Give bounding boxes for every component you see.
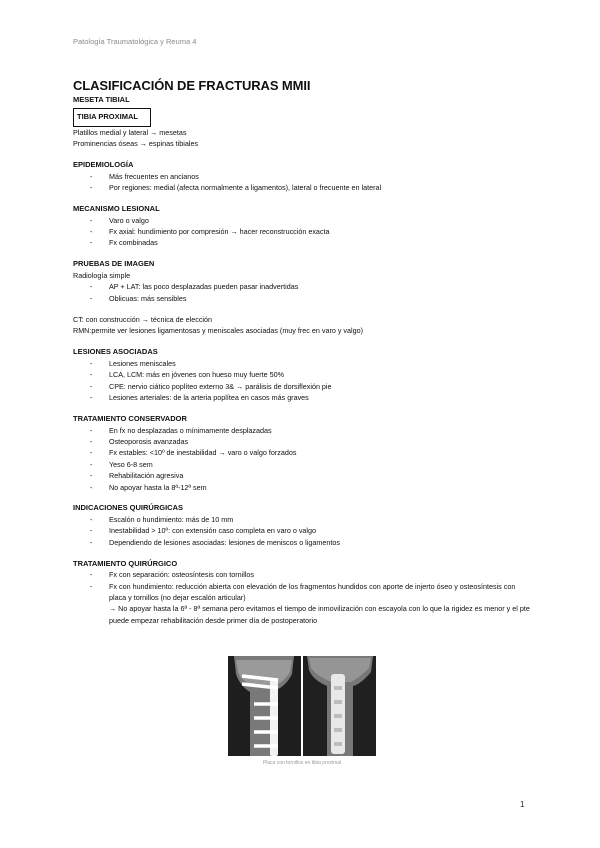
list-item: - Fx estables: <10º de inestabilidad → varo o valgo forzados: [73, 447, 533, 458]
xray-image-ap: [228, 656, 301, 756]
section-heading-quirurgico: TRATAMIENTO QUIRÚRGICO: [73, 558, 178, 568]
list-item: - Oblicuas: más sensibles: [73, 293, 533, 304]
section-heading-conservador: TRATAMIENTO CONSERVADOR: [73, 414, 187, 423]
list-mecanismo: [73, 215, 533, 249]
list-item: - Fx con separación: osteosíntesis con tornillos: [73, 569, 533, 580]
section-heading-indicaciones: INDICACIONES QUIRÚRGICAS: [73, 503, 184, 513]
list-item: - Yeso 6-8 sem: [73, 459, 533, 470]
list-item: - Por regiones: medial (afecta normalmente a ligamentos), lateral o frecuente en lateral: [73, 182, 533, 193]
figure-caption: Placa con tornillos en tibia proximal: [262, 760, 342, 766]
ct-line: CT: con construcción → técnica de elección: [73, 315, 213, 325]
list-item: - Rehabilitación agresiva: [73, 470, 533, 481]
list-item: - Fx combinadas: [73, 237, 533, 248]
section-heading-mecanismo: MECANISMO LESIONAL: [73, 204, 160, 214]
xray-figure: [228, 656, 376, 756]
running-header: Patología Traumatológica y Reuma 4: [73, 37, 197, 46]
list-conservador: [73, 425, 533, 493]
intro-line: Platillos medial y lateral → mesetas: [73, 128, 187, 137]
list-item: - Lesiones arteriales: de la arteria poplítea en casos más graves: [73, 392, 533, 403]
list-item: - En fx no desplazadas o mínimamente desplazadas: [73, 425, 533, 436]
list-item: - CPE: nervio ciático poplíteo externo 3& → parálisis de dorsiflexión pie: [73, 381, 533, 392]
page-number: 1: [520, 800, 525, 809]
list-item: - Inestabilidad > 10º: con extensión caso completa en varo o valgo: [73, 525, 533, 536]
list-item: - LCA, LCM: más en jóvenes con hueso muy fuerte 50%: [73, 369, 533, 380]
section-heading-lesiones: LESIONES ASOCIADAS: [73, 347, 158, 357]
list-item: - Fx axial: hundimiento por compresión → hacer reconstrucción exacta: [73, 226, 533, 237]
list-pruebas: [73, 281, 533, 304]
list-item: - Más frecuentes en ancianos: [73, 171, 533, 182]
section-heading-pruebas: PRUEBAS DE IMAGEN: [73, 259, 155, 269]
list-item: - No apoyar hasta la 8ª-12ª sem: [73, 482, 533, 493]
boxed-label: TIBIA PROXIMAL: [73, 108, 151, 127]
list-item: - Fx con hundimiento: reducción abierta con elevación de los fragmentos hundidos con aporte de injerto óseo y osteosíntesis con placa y tornillos (no dejar escalón articular): [73, 581, 533, 604]
page-title: CLASIFICACIÓN DE FRACTURAS MMII: [73, 78, 311, 93]
list-item: - AP + LAT: las poco desplazadas pueden pasar inadvertidas: [73, 281, 533, 292]
rmn-line: RMN:permite ver lesiones ligamentosas y meniscales asociadas (muy frec en varo y valgo): [73, 326, 364, 336]
list-epidemiologia: [73, 171, 533, 194]
list-quirurgico: [73, 569, 533, 603]
list-item: - Escalón o hundimiento: más de 10 mm: [73, 514, 533, 525]
subtitle: MESETA TIBIAL: [73, 95, 130, 104]
list-lesiones: [73, 358, 533, 404]
pruebas-intro: Radiología simple: [73, 270, 131, 280]
list-indicaciones: [73, 514, 533, 548]
list-item: - Varo o valgo: [73, 215, 533, 226]
list-item: - Osteoporosis avanzadas: [73, 436, 533, 447]
section-heading-epidemiologia: EPIDEMIOLOGÍA: [73, 160, 134, 170]
document-body: [73, 78, 533, 626]
xray-image-lateral: [303, 656, 376, 756]
postop-note: → No apoyar hasta la 6ª - 8ª semana pero evitamos el tiempo de inmovilización con escayola con lo que la rigidez es menor y el pte puede empezar rehabilitación desde primer día de postoperatorio: [109, 604, 530, 625]
list-item: - Dependiendo de lesiones asociadas: lesiones de meniscos o ligamentos: [73, 537, 533, 548]
intro-line: Prominencias óseas → espinas tibiales: [73, 139, 199, 149]
list-item: - Lesiones meniscales: [73, 358, 533, 369]
